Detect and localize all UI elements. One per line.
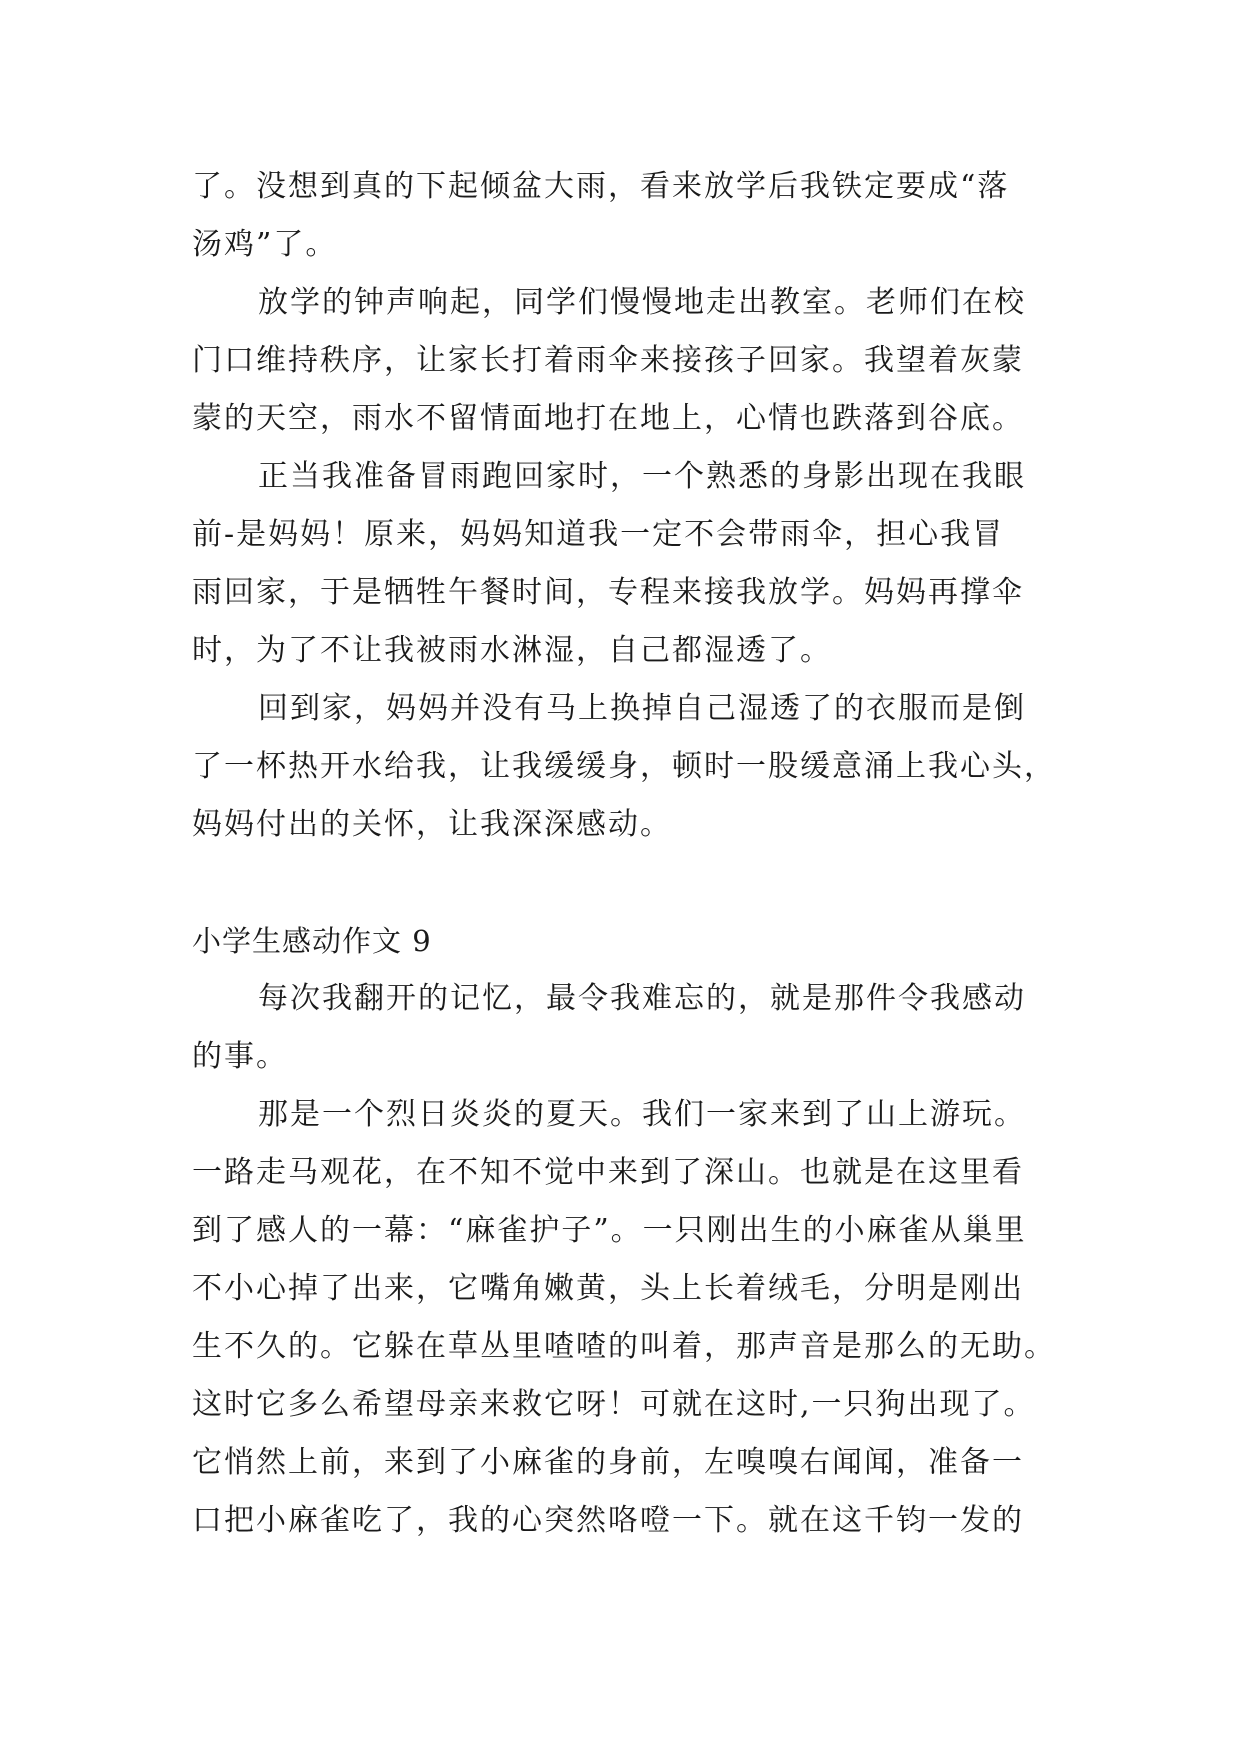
paragraph-line: 口把小麻雀吃了，我的心突然咯噔一下。就在这千钧一发的 xyxy=(192,1503,1024,1538)
paragraph-line: 到了感人的一幕：“麻雀护子”。一只刚出生的小麻雀从巢里 xyxy=(192,1213,1027,1248)
paragraph-line: 这时它多么希望母亲来救它呀！可就在这时,一只狗出现了。 xyxy=(192,1387,1036,1422)
paragraph-line: 时，为了不让我被雨水淋湿，自己都湿透了。 xyxy=(192,633,832,668)
paragraph-line: 的事。 xyxy=(192,1039,288,1074)
paragraph-line: 前-是妈妈！原来，妈妈知道我一定不会带雨伞，担心我冒 xyxy=(192,517,1005,552)
paragraph-line: 了一杯热开水给我，让我缓缓身，顿时一股缓意涌上我心头， xyxy=(192,749,1056,784)
paragraph-line: 雨回家，于是牺牲午餐时间，专程来接我放学。妈妈再撑伞 xyxy=(192,575,1024,610)
paragraph-line: 门口维持秩序，让家长打着雨伞来接孩子回家。我望着灰蒙 xyxy=(192,343,1024,378)
paragraph-line: 回到家，妈妈并没有马上换掉自己湿透了的衣服而是倒 xyxy=(258,691,1026,726)
paragraph-line: 每次我翻开的记忆，最令我难忘的，就是那件令我感动 xyxy=(258,981,1026,1016)
paragraph-line: 那是一个烈日炎炎的夏天。我们一家来到了山上游玩。 xyxy=(258,1097,1026,1132)
paragraph-line: 汤鸡”了。 xyxy=(192,227,338,262)
paragraph-line: 了。没想到真的下起倾盆大雨，看来放学后我铁定要成“落 xyxy=(192,169,1010,204)
paragraph-line: 妈妈付出的关怀，让我深深感动。 xyxy=(192,807,672,842)
paragraph-line: 一路走马观花，在不知不觉中来到了深山。也就是在这里看 xyxy=(192,1155,1024,1190)
paragraph-line: 蒙的天空，雨水不留情面地打在地上，心情也跌落到谷底。 xyxy=(192,401,1024,436)
paragraph-line: 它悄然上前，来到了小麻雀的身前，左嗅嗅右闻闻，准备一 xyxy=(192,1445,1024,1480)
paragraph-line: 不小心掉了出来，它嘴角嫩黄，头上长着绒毛，分明是刚出 xyxy=(192,1271,1024,1306)
paragraph-line: 放学的钟声响起，同学们慢慢地走出教室。老师们在校 xyxy=(258,285,1026,320)
section-heading: 小学生感动作文 9 xyxy=(192,924,432,958)
paragraph-line: 生不久的。它躲在草丛里喳喳的叫着，那声音是那么的无助。 xyxy=(192,1329,1056,1364)
paragraph-line: 正当我准备冒雨跑回家时，一个熟悉的身影出现在我眼 xyxy=(258,459,1026,494)
